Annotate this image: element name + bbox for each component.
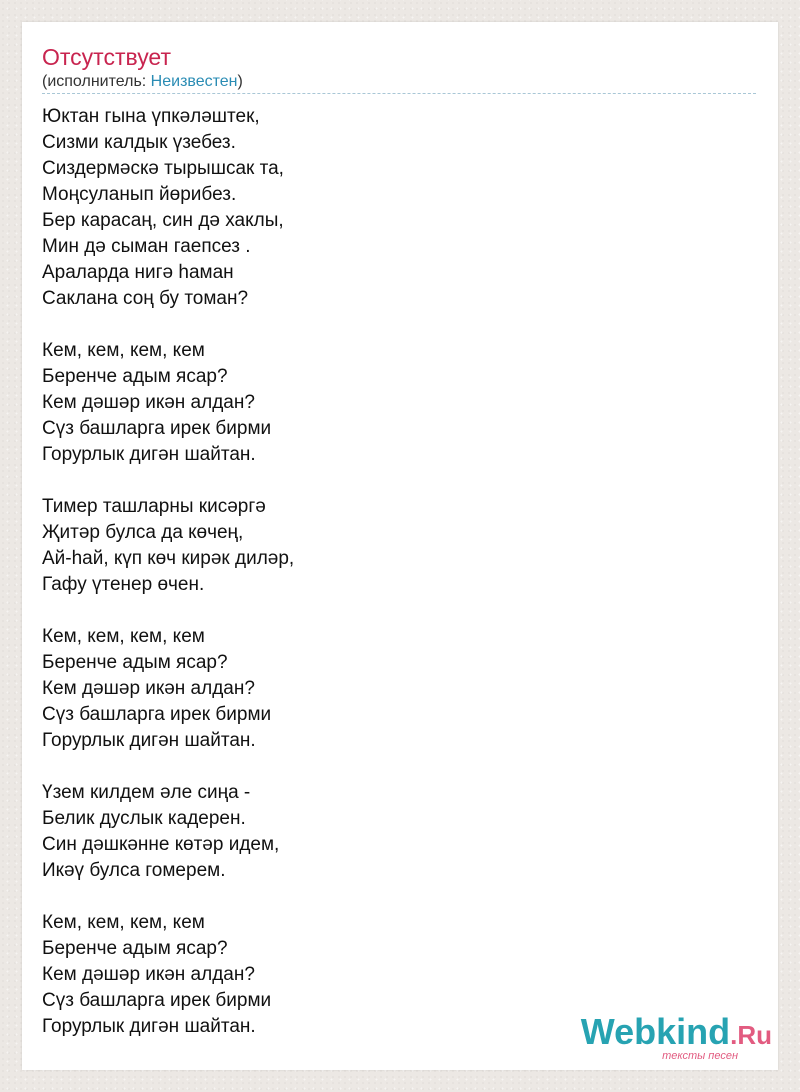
watermark-tld: .Ru — [730, 1020, 772, 1050]
title-divider — [42, 93, 756, 94]
lyric-line: Кем дәшәр икән алдан? — [42, 392, 255, 413]
lyric-line: Горурлык дигән шайтан. — [42, 730, 256, 751]
lyric-line: Ай-һай, күп көч кирәк диләр, — [42, 548, 295, 569]
lyric-line: Горурлык дигән шайтан. — [42, 1016, 256, 1037]
lyric-line: Мин дә сыман гаепсез . — [42, 236, 251, 257]
watermark-logo — [581, 1013, 772, 1054]
artist-line — [42, 72, 243, 92]
verse-3 — [42, 780, 742, 884]
artist-link[interactable]: Неизвестен — [150, 73, 238, 90]
lyric-line: Үзем килдем әле сиңа - — [42, 782, 251, 803]
artist-suffix: ) — [237, 73, 243, 90]
chorus-1 — [42, 338, 742, 468]
lyric-line: Җитәр булса да көчең, — [42, 522, 244, 543]
lyric-line: Тимер ташларны кисәргә — [42, 496, 266, 517]
chorus-2 — [42, 624, 742, 754]
lyric-line: Сүз башларга ирек бирми — [42, 704, 272, 725]
stanza-gap — [42, 468, 742, 494]
lyric-line: Беренче адым ясар? — [42, 652, 228, 673]
lyric-line: Араларда нигә һаман — [42, 262, 234, 283]
artist-prefix: (исполнитель: — [42, 73, 151, 90]
lyric-line: Бер карасаң, син дә хаклы, — [42, 210, 284, 231]
stanza-gap — [42, 312, 742, 338]
lyric-line: Кем, кем, кем, кем — [42, 912, 205, 933]
lyric-line: Беренче адым ясар? — [42, 938, 228, 959]
lyrics-text — [42, 104, 742, 1040]
lyric-line: Сизми калдык үзебез. — [42, 132, 236, 153]
verse-2 — [42, 494, 742, 598]
lyric-line: Горурлык дигән шайтан. — [42, 444, 256, 465]
watermark-tagline: тексты песен — [662, 1050, 738, 1062]
lyric-line: Сиздермәскә тырышсак та, — [42, 158, 284, 179]
lyric-line: Саклана соң бу томан? — [42, 288, 249, 309]
stanza-gap — [42, 598, 742, 624]
song-title: Отсутствует — [42, 44, 171, 70]
stanza-gap — [42, 754, 742, 780]
lyric-line: Кем, кем, кем, кем — [42, 626, 205, 647]
lyric-line: Син дәшкәнне көтәр идем, — [42, 834, 280, 855]
lyric-line: Сүз башларга ирек бирми — [42, 418, 272, 439]
lyric-line: Беренче адым ясар? — [42, 366, 228, 387]
lyric-line: Моңсуланып йөрибез. — [42, 184, 237, 205]
lyric-line: Сүз башларга ирек бирми — [42, 990, 272, 1011]
lyric-line: Юктан гына үпкәләштек, — [42, 106, 260, 127]
watermark-brand: Webkind — [580, 1011, 731, 1052]
lyric-line: Гафу үтенер өчен. — [42, 574, 205, 595]
lyric-line: Белик дуслык кадерен. — [42, 808, 246, 829]
lyric-line: Икәү булса гомерем. — [42, 860, 226, 881]
lyric-line: Кем, кем, кем, кем — [42, 340, 205, 361]
lyric-line: Кем дәшәр икән алдан? — [42, 964, 255, 985]
verse-1 — [42, 104, 742, 312]
lyrics-card — [22, 22, 778, 1070]
stanza-gap — [42, 884, 742, 910]
site-watermark — [581, 1013, 772, 1062]
lyric-line: Кем дәшәр икән алдан? — [42, 678, 255, 699]
